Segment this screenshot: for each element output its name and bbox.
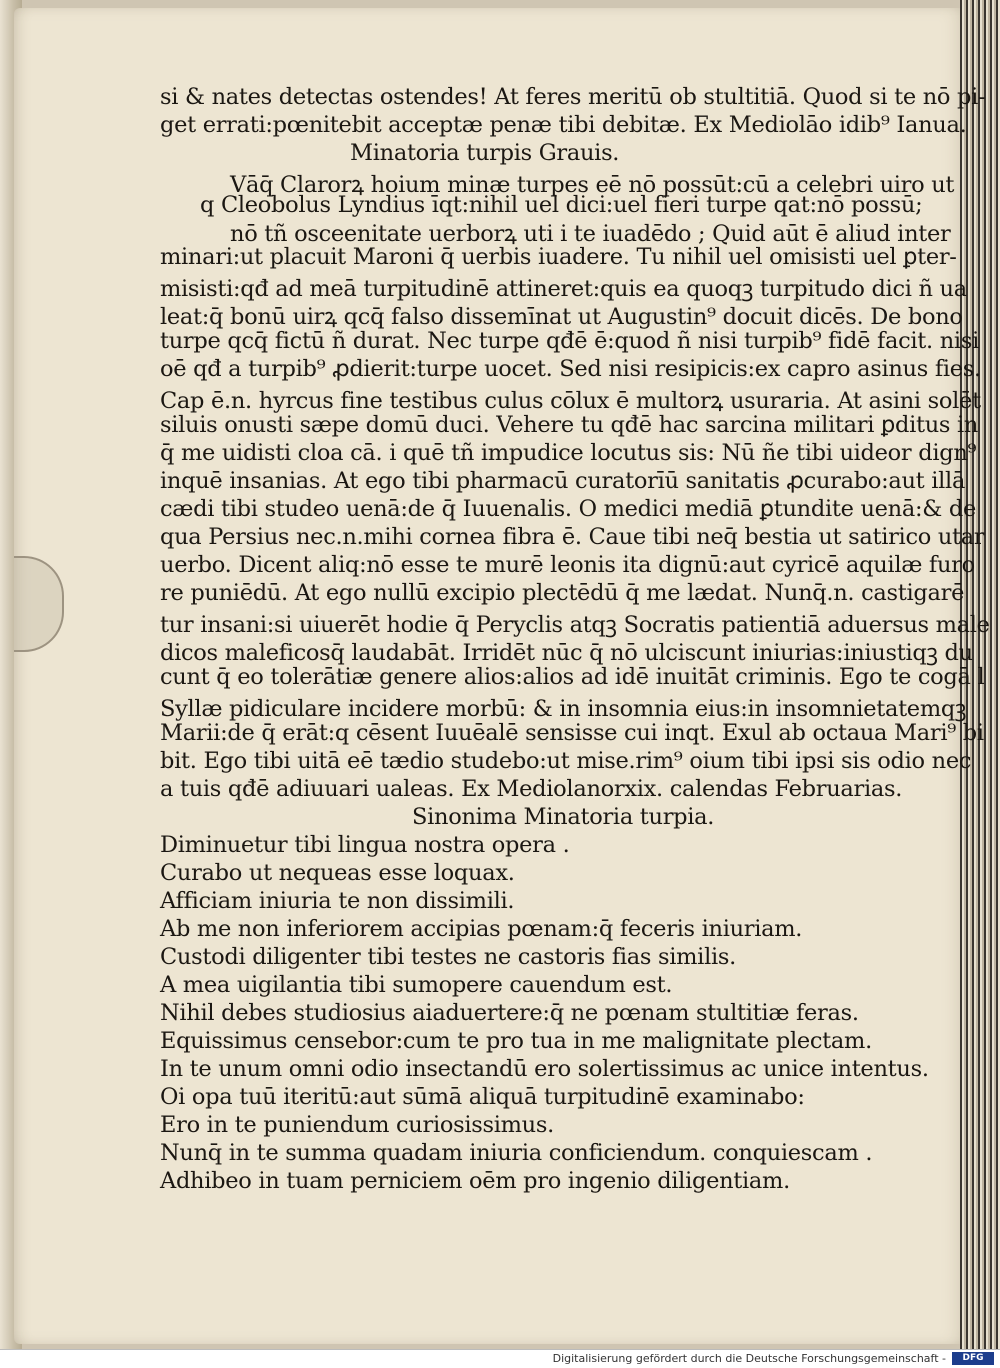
list-item: Ero in te puniendum curiosissimus. xyxy=(160,1112,554,1138)
section-heading: Sinonima Minatoria turpia. xyxy=(412,804,715,830)
text-line: bit. Ego tibi uitā eē tædio studebo:ut mise.rim⁹ oium tibi ipsi sis odio nec xyxy=(160,748,972,774)
text-line: Marii:de q̄ erāt:q cēsent Iuuēalē sensisse cui inqt. Exul ab octaua Mari⁹ bi xyxy=(160,720,984,746)
list-item: Diminuetur tibi lingua nostra opera . xyxy=(160,832,570,858)
funding-footer xyxy=(0,1349,1000,1368)
list-item: Adhibeo in tuam perniciem oēm pro ingenio diligentiam. xyxy=(160,1168,790,1194)
clip-shadow xyxy=(14,556,64,652)
text-line: oē qđ a turpib⁹ ꝓdierit:turpe uocet. Sed nisi resipicis:ex capro asinus fies. xyxy=(160,356,981,382)
list-item: Nunq̄ in te summa quadam iniuria conficiendum. conquiescam . xyxy=(160,1140,873,1166)
text-line: a tuis qđē adiuuari ualeas. Ex Mediolanorxix. calendas Februarias. xyxy=(160,776,903,802)
list-item: Afficiam iniuria te non dissimili. xyxy=(160,888,515,914)
text-line: get errati:pœnitebit acceptæ penæ tibi debitæ. Ex Mediolāo idib⁹ Ianua. xyxy=(160,112,967,138)
text-line: cunt q̄ eo tolerātiæ genere alios:alios ad idē inuitāt criminis. Ego te cogā l xyxy=(160,664,985,690)
text-line: q̄ me uidisti cloa cā. i quē tñ impudice locutus sis: Nū ñe tibi uideor dign⁹ xyxy=(160,440,977,466)
text-line: minari:ut placuit Maroni q̄ uerbis iuadere. Tu nihil uel omisisti uel ꝑter- xyxy=(160,244,957,270)
text-line: Syllæ pidiculare incidere morbū: & in insomnia eius:in insomnietatemqꝫ xyxy=(160,696,967,722)
list-item: Equissimus censebor:cum te pro tua in me malignitate plectam. xyxy=(160,1028,872,1054)
text-line: Vāq̄ Clarorꝝ hoium minæ turpes eē nō possūt:cū a celebri uiro ut xyxy=(230,172,955,198)
funding-notice: Digitalisierung gefördert durch die Deutsche Forschungsgemeinschaft - xyxy=(552,1352,946,1365)
dfg-logo-icon: DFG xyxy=(952,1352,994,1365)
list-item: A mea uigilantia tibi sumopere cauendum est. xyxy=(160,972,673,998)
list-item: Curabo ut nequeas esse loquax. xyxy=(160,860,515,886)
text-line: tur insani:si uiuerēt hodie q̄ Peryclis atqꝫ Socratis patientiā aduersus male xyxy=(160,612,990,638)
text-line: qua Persius nec.n.mihi cornea fibra ē. Caue tibi neq̄ bestia ut satirico utar xyxy=(160,524,985,550)
text-line: turpe qcq̄ fictū ñ durat. Nec turpe qđē ē:quod ñ nisi turpib⁹ fidē facit. nisi xyxy=(160,328,979,354)
text-line: siluis onusti sæpe domū duci. Vehere tu qđē hac sarcina militari ꝑditus in xyxy=(160,412,979,438)
list-item: Nihil debes studiosius aiaduertere:q̄ ne pœnam stultitiæ feras. xyxy=(160,1000,859,1026)
text-line: re puniēdū. At ego nullū excipio plectēdū q̄ me lædat. Nunq̄.n. castigarē xyxy=(160,580,965,606)
text-line: uerbo. Dicent aliq:nō esse te murē leonis ita dignū:aut cyricē aquilæ furo xyxy=(160,552,975,578)
text-line: q Cleobolus Lyndius īqt:nihil uel dici:uel fieri turpe qat:nō possū; xyxy=(200,192,923,218)
list-item: Oi opa tuū iteritū:aut sūmā aliquā turpitudinē examinabo: xyxy=(160,1084,805,1110)
section-heading: Minatoria turpis Grauis. xyxy=(350,140,620,166)
text-line: Cap ē.n. hyrcus fine testibus culus cōlux ē multorꝝ usuraria. At asini solēt xyxy=(160,388,981,414)
text-line: si & nates detectas ostendes! At feres meritū ob stultitiā. Quod si te nō pi- xyxy=(160,84,986,110)
list-item: Ab me non inferiorem accipias pœnam:q̄ feceris iniuriam. xyxy=(160,916,803,942)
text-line: inquē insanias. At ego tibi pharmacū curatorīū sanitatis ꝓcurabo:aut illā xyxy=(160,468,966,494)
list-item: Custodi diligenter tibi testes ne castoris fias similis. xyxy=(160,944,736,970)
list-item: In te unum omni odio insectandū ero solertissimus ac unice intentus. xyxy=(160,1056,929,1082)
text-line: dicos maleficosq̄ laudabāt. Irridēt nūc q̄ nō ulciscunt iniurias:iniustiqꝫ du xyxy=(160,640,973,666)
text-line: misisti:qđ ad meā turpitudinē attineret:quis ea quoqꝫ turpitudo dici ñ ua xyxy=(160,276,967,302)
text-line: nō tñ osceenitate uerborꝝ uti i te iuadēdo ; Quid aūt ē aliud inter xyxy=(230,221,951,247)
text-line: cædi tibi studeo uenā:de q̄ Iuuenalis. O medici mediā ꝑtundite uenā:& de xyxy=(160,496,976,522)
text-line: leat:q̄ bonū uirꝝ qcq̄ falso dissemīnat ut Augustin⁹ docuit dicēs. De bono xyxy=(160,304,963,330)
